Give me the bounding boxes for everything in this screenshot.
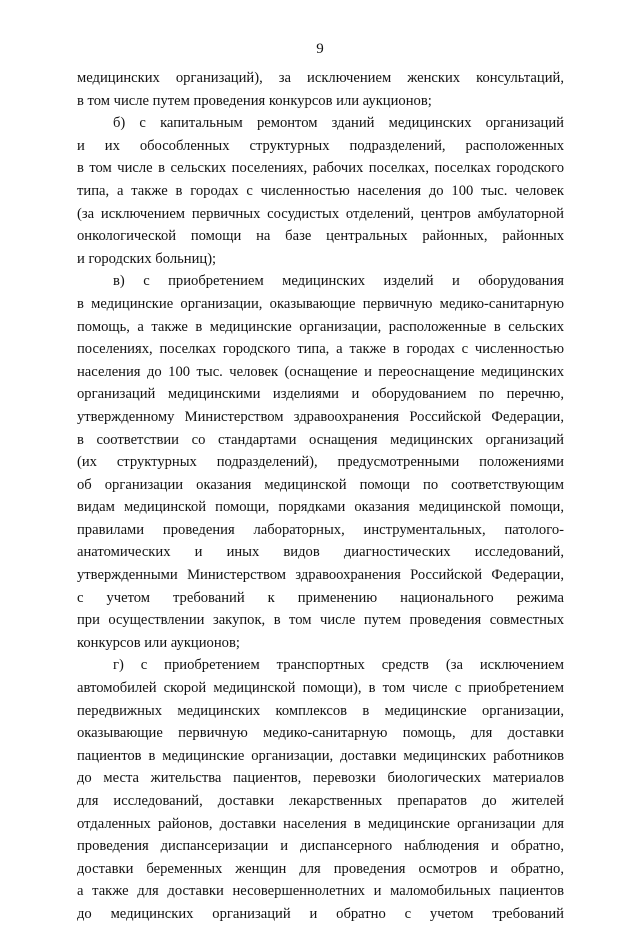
text-line: в) с приобретением медицинских изделий и оборудования: [113, 273, 564, 290]
text-line: и их обособленных структурных подразделений, расположенных: [77, 137, 564, 154]
text-line: пациентов в медицинские организации, доставки медицинских работников: [77, 747, 564, 764]
text-line: типа, а также в городах с численностью населения до 100 тыс. человек: [77, 182, 564, 199]
text-line: (их структурных подразделений), предусмотренными положениями: [77, 454, 564, 471]
text-line: онкологической помощи на базе центральных районных, районных: [77, 228, 564, 245]
text-line: в том числе путем проведения конкурсов или аукционов;: [77, 92, 432, 109]
text-line: поселениях, поселках городского типа, а также в городах с численностью: [77, 341, 564, 358]
text-line: медицинских организаций), за исключением женских консультаций,: [77, 70, 564, 86]
text-line: до медицинских организаций и обратно с учетом требований: [77, 905, 564, 922]
page-number: 9: [316, 41, 324, 57]
text-line: при осуществлении закупок, в том числе путем проведения совместных: [77, 612, 564, 629]
text-line: правилами проведения лабораторных, инструментальных, патолого-: [77, 521, 564, 538]
text-line: б) с капитальным ремонтом зданий медицинских организаций: [113, 115, 564, 132]
document-body: [77, 67, 564, 926]
text-line: доставки беременных женщин для проведения осмотров и обратно,: [77, 860, 564, 877]
text-line: анатомических и иных видов диагностических исследований,: [77, 544, 564, 561]
text-line: и городских больниц);: [77, 250, 217, 267]
text-line: передвижных медицинских комплексов в медицинские организации,: [77, 702, 564, 719]
text-line: а также для доставки несовершеннолетних и маломобильных пациентов: [77, 883, 564, 900]
paragraph: [77, 67, 564, 112]
text-line: (за исключением первичных сосудистых отделений, центров амбулаторной: [77, 205, 564, 222]
text-line: в медицинские организации, оказывающие первичную медико-санитарную: [77, 295, 564, 312]
text-line: автомобилей скорой медицинской помощи), в том числе с приобретением: [77, 680, 564, 697]
paragraph: [77, 112, 564, 270]
text-line: оказывающие первичную медико-санитарную помощь, для доставки: [77, 725, 564, 742]
text-line: отдаленных районов, доставки населения в медицинские организации для: [77, 815, 564, 832]
text-line: населения до 100 тыс. человек (оснащение и переоснащение медицинских: [77, 363, 564, 380]
text-line: помощь, а также в медицинские организации, расположенные в сельских: [77, 318, 564, 335]
text-line: утвержденному Министерством здравоохранения Российской Федерации,: [77, 408, 564, 425]
text-line: организаций медицинскими изделиями и оборудованием по перечню,: [77, 386, 564, 403]
text-line: проведения диспансеризации и диспансерного наблюдения и обратно,: [77, 838, 564, 855]
paragraph: [77, 654, 564, 925]
paragraph: [77, 270, 564, 654]
text-line: конкурсов или аукционов;: [77, 634, 240, 651]
text-line: для исследований, доставки лекарственных препаратов до жителей: [77, 793, 564, 809]
text-line: до места жительства пациентов, перевозки биологических материалов: [77, 770, 564, 787]
text-line: с учетом требований к применению национального режима: [77, 589, 564, 606]
text-line: в том числе в сельских поселениях, рабочих поселках, поселках городского: [77, 160, 564, 177]
text-line: видам медицинской помощи, порядками оказания медицинской помощи,: [77, 499, 564, 516]
text-line: об организации оказания медицинской помощи по соответствующим: [77, 476, 564, 493]
text-line: в соответствии со стандартами оснащения медицинских организаций: [77, 431, 564, 448]
text-line: г) с приобретением транспортных средств (за исключением: [113, 657, 564, 674]
text-line: утвержденными Министерством здравоохранения Российской Федерации,: [77, 567, 564, 584]
